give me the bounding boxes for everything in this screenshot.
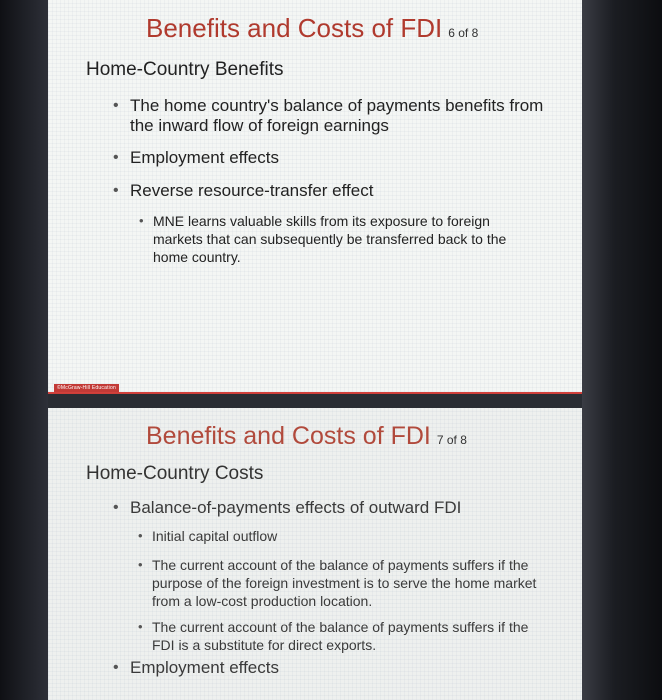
slide-page-number: 7 of 8 — [436, 433, 467, 447]
bullet-icon: • — [113, 182, 119, 199]
slide-title-text: Benefits and Costs of FDI — [146, 13, 443, 43]
copyright-footer: ©McGraw-Hill Education — [54, 384, 119, 392]
sub-bullet-item — [139, 212, 533, 266]
sub-bullet-item — [138, 556, 552, 610]
slide-6 — [48, 0, 582, 400]
sub-bullet-icon: • — [138, 557, 143, 572]
sub-bullet-icon: • — [138, 528, 143, 543]
bullet-icon: • — [113, 97, 119, 114]
slide-page-number: 6 of 8 — [448, 26, 479, 40]
bullet-icon: • — [113, 659, 119, 676]
bullet-item — [113, 96, 550, 136]
bullet-item — [113, 148, 550, 168]
bullet-item — [113, 658, 550, 678]
sub-bullet-item — [138, 527, 552, 545]
slide-title — [146, 13, 478, 44]
sub-bullet-text: Initial capital outflow — [152, 528, 278, 544]
sub-bullet-item — [138, 618, 552, 654]
slide-7 — [48, 408, 582, 700]
monitor-bezel-right — [582, 0, 662, 700]
bullet-text: Employment effects — [130, 148, 279, 167]
monitor-bezel-left — [0, 0, 48, 700]
bullet-item — [113, 181, 550, 201]
slide-divider — [48, 394, 582, 408]
bullet-text: Balance-of-payments effects of outward FDI — [130, 498, 462, 517]
slide-title-text: Benefits and Costs of FDI — [146, 422, 431, 450]
bullet-icon: • — [113, 499, 119, 516]
bullet-text: Employment effects — [130, 658, 279, 677]
slide-title — [146, 422, 467, 451]
sub-bullet-icon: • — [139, 213, 144, 228]
bullet-icon: • — [113, 149, 119, 166]
sub-bullet-icon: • — [138, 619, 143, 634]
section-heading: Home-Country Benefits — [86, 59, 284, 80]
bullet-text: The home country's balance of payments benefits from the inward flow of foreign earnings — [130, 96, 544, 135]
bullet-text: Reverse resource-transfer effect — [130, 181, 374, 200]
sub-bullet-text: The current account of the balance of payments suffers if the FDI is a substitute for direct exports. — [152, 619, 529, 653]
bullet-item — [113, 498, 550, 518]
sub-bullet-text: MNE learns valuable skills from its exposure to foreign markets that can subsequently be transferred back to the home country. — [153, 213, 507, 265]
sub-bullet-text: The current account of the balance of payments suffers if the purpose of the foreign investment is to serve the home market from a low-cost production location. — [152, 557, 537, 609]
section-heading: Home-Country Costs — [86, 463, 264, 484]
